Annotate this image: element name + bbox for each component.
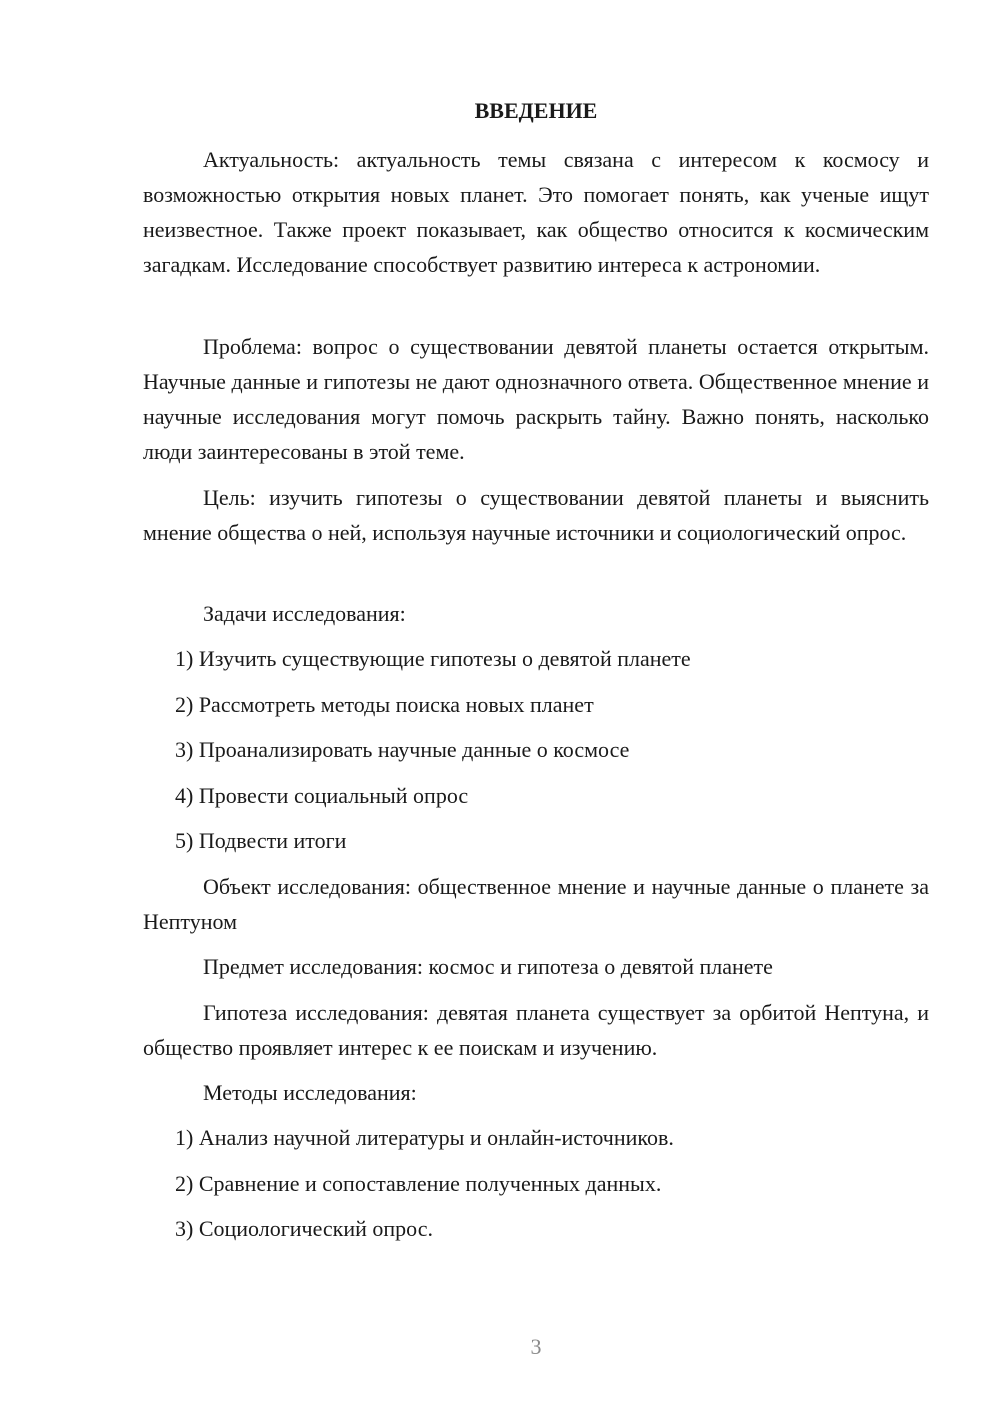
relevance-paragraph: Актуальность: актуальность темы связана с интересом к космосу и возможностью открытия новых планет. Это помогает понять, как ученые ищут неизвестное. Также проект показывает, как общество относится к космическим загадкам. Исследование способствует развитию интереса к астрономии.	[143, 147, 929, 277]
method-item: 1) Анализ научной литературы и онлайн-источников.	[175, 1125, 674, 1150]
section-title: ВВЕДЕНИЕ	[474, 98, 598, 123]
task-item: 4) Провести социальный опрос	[175, 783, 469, 808]
task-item: 3) Проанализировать научные данные о космосе	[175, 737, 630, 762]
object-paragraph: Объект исследования: общественное мнение и научные данные о планете за Нептуном	[143, 874, 929, 934]
method-item: 2) Сравнение и сопоставление полученных данных.	[175, 1171, 662, 1196]
problem-paragraph: Проблема: вопрос о существовании девятой планеты остается открытым. Научные данные и гипотезы не дают однозначного ответа. Общественное мнение и научные исследования могут помочь раскрыть тайну. Важно понять, насколько люди заинтересованы в этой теме.	[143, 334, 929, 464]
goal-paragraph: Цель: изучить гипотезы о существовании девятой планеты и выяснить мнение общества о ней, используя научные источники и социологический опрос.	[143, 485, 929, 545]
task-item: 2) Рассмотреть методы поиска новых планет	[175, 692, 594, 717]
tasks-heading: Задачи исследования:	[203, 601, 406, 626]
task-item: 5) Подвести итоги	[175, 828, 347, 853]
method-item: 3) Социологический опрос.	[175, 1216, 433, 1241]
hypothesis-paragraph: Гипотеза исследования: девятая планета существует за орбитой Нептуна, и общество проявляет интерес к ее поискам и изучению.	[143, 1000, 929, 1060]
subject-paragraph: Предмет исследования: космос и гипотеза о девятой планете	[203, 954, 773, 979]
document-page	[143, 0, 929, 1414]
methods-heading: Методы исследования:	[203, 1080, 417, 1105]
page-number: 3	[530, 1334, 542, 1359]
task-item: 1) Изучить существующие гипотезы о девятой планете	[175, 646, 691, 671]
